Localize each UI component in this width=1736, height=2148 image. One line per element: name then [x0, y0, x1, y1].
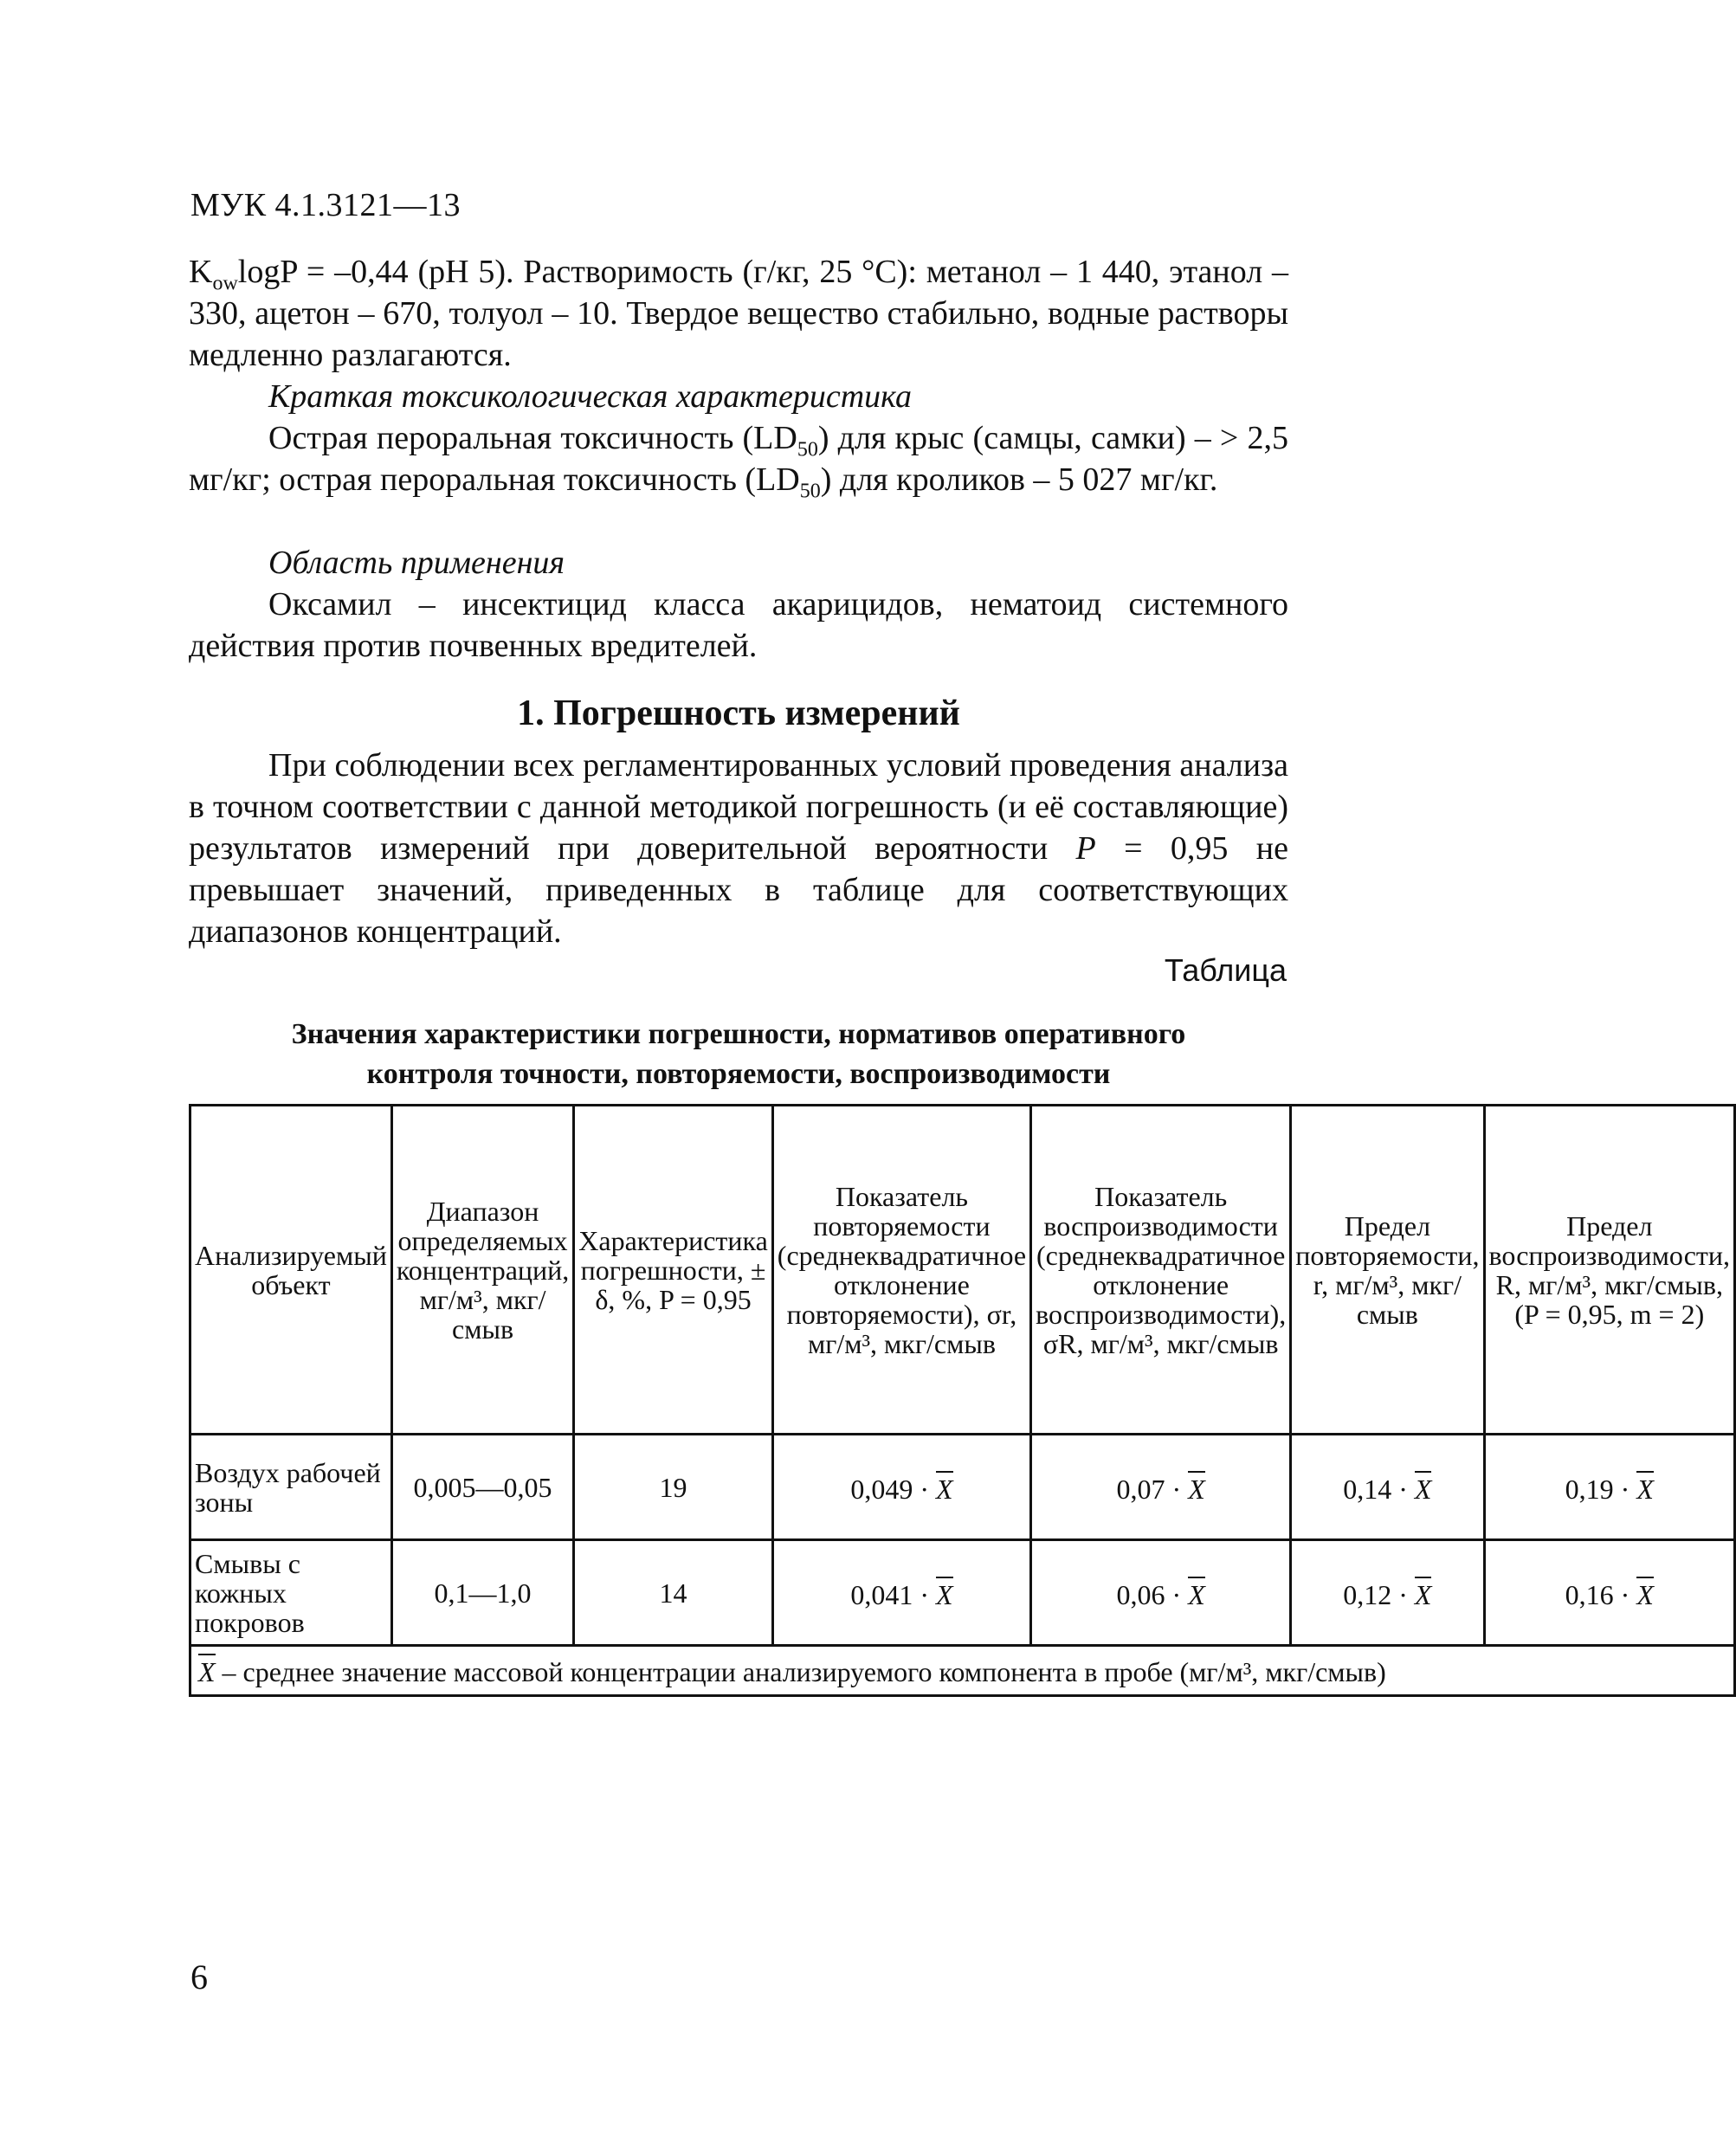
cell-range: 0,1—1,0 [391, 1540, 573, 1646]
cell-sR [1031, 1435, 1291, 1540]
col-header-object: Анализируемый объект [190, 1106, 392, 1435]
cell-R-value: 0,19 · [1565, 1473, 1630, 1505]
cell-sR [1031, 1540, 1291, 1646]
cell-delta: 14 [574, 1540, 773, 1646]
toxicology-paragraph [189, 417, 1288, 503]
cell-R [1484, 1540, 1735, 1646]
tox-text-2: ) для крыс (самцы, самки) – > 2,5 мг/кг; острая пероральная токсичность (LD [189, 420, 1288, 498]
error-characteristics-table [189, 1104, 1736, 1697]
x-mean-symbol: X [1415, 1471, 1432, 1502]
col-header-delta: Характеристика погрешности, ± δ, %, P = 0,95 [574, 1106, 773, 1435]
cell-r [1291, 1435, 1484, 1540]
k-subscript: ow [212, 272, 238, 295]
cell-sr-value: 0,049 · [850, 1473, 929, 1505]
cell-object: Воздух рабочей зоны [190, 1435, 392, 1540]
tox-text-3: ) для кроликов – 5 027 мг/кг. [820, 461, 1218, 498]
cell-R-value: 0,16 · [1565, 1578, 1630, 1610]
footnote-text: – среднее значение массовой концентрации анализируемого компонента в пробе (мг/м³, мкг/смыв) [215, 1656, 1386, 1687]
x-mean-symbol: X [936, 1577, 953, 1608]
col-header-repeatability-sd: Показатель повторяемости (среднеквадратичное отклонение повторяемости), σr, мг/м³, мкг/смыв [772, 1106, 1030, 1435]
table-footnote [190, 1646, 1735, 1696]
table-row [190, 1540, 1735, 1646]
table-caption-line-2: контроля точности, повторяемости, воспроизводимости [366, 1058, 1111, 1090]
x-mean-symbol: X [1636, 1577, 1654, 1608]
cell-sR-value: 0,07 · [1116, 1473, 1182, 1505]
x-mean-symbol: X [1188, 1471, 1205, 1502]
toxicology-heading: Краткая токсикологическая характеристика [268, 378, 912, 415]
cell-sr [772, 1435, 1030, 1540]
cell-delta: 19 [574, 1435, 773, 1540]
k-symbol: K [189, 254, 213, 290]
section-text-1: При соблюдении всех регламентированных условий проведения анализа в точном соответствии с данной методикой погрешность (и её составляющие) результатов измерений при доверительной вероятности [189, 747, 1288, 867]
cell-r-value: 0,12 · [1343, 1578, 1408, 1610]
cell-r [1291, 1540, 1484, 1646]
section-text-2: = 0,95 не превышает значений, приведенных в таблице для соответствующих диапазонов концентраций. [189, 830, 1288, 950]
cell-sR-value: 0,06 · [1116, 1578, 1182, 1610]
col-header-range: Диапазон определяемых концентраций, мг/м³, мкг/смыв [391, 1106, 573, 1435]
table-row [190, 1435, 1735, 1540]
cell-sr-value: 0,041 · [850, 1578, 929, 1610]
x-mean-symbol: X [198, 1654, 216, 1685]
table-caption-line-1: Значения характеристики погрешности, нормативов оперативного [291, 1018, 1186, 1050]
page-number: 6 [190, 1958, 208, 1996]
properties-text: logP = –0,44 (рН 5). Растворимость (г/кг, 25 °C): метанол – 1 440, этанол – 330, ацетон – 670, толуол – 10. Твердое вещество стабильно, водные растворы медленно разлагаются. [189, 254, 1288, 373]
cell-r-value: 0,14 · [1343, 1473, 1408, 1505]
cell-sr [772, 1540, 1030, 1646]
section-paragraph [189, 745, 1288, 952]
table-caption [189, 1015, 1288, 1094]
x-mean-symbol: X [1188, 1577, 1205, 1608]
x-mean-symbol: X [1415, 1577, 1432, 1608]
document-code: МУК 4.1.3121—13 [190, 187, 461, 223]
col-header-reproducibility-limit: Предел воспроизводимости, R, мг/м³, мкг/смыв, (P = 0,95, m = 2) [1484, 1106, 1735, 1435]
tox-sub-2: 50 [799, 480, 821, 503]
table-label: Таблица [1164, 952, 1287, 988]
x-mean-symbol: X [936, 1471, 953, 1502]
probability-symbol: P [1075, 830, 1096, 867]
tox-text-1: Острая пероральная токсичность (LD [268, 420, 797, 456]
cell-R [1484, 1435, 1735, 1540]
cell-object: Смывы с кожных покровов [190, 1540, 392, 1646]
col-header-reproducibility-sd: Показатель воспроизводимости (среднеквадратичное отклонение воспроизводимости), σR, мг/м³, мкг/смыв [1031, 1106, 1291, 1435]
application-heading: Область применения [268, 545, 565, 581]
properties-paragraph [189, 251, 1288, 376]
cell-range: 0,005—0,05 [391, 1435, 573, 1540]
col-header-repeatability-limit: Предел повторяемости, r, мг/м³, мкг/смыв [1291, 1106, 1484, 1435]
section-title: 1. Погрешность измерений [517, 693, 960, 733]
tox-sub-1: 50 [797, 438, 818, 461]
x-mean-symbol: X [1636, 1471, 1654, 1502]
application-paragraph: Оксамил – инсектицид класса акарицидов, нематоид системного действия против почвенных вредителей. [189, 586, 1288, 664]
table-footnote-row [190, 1646, 1735, 1696]
